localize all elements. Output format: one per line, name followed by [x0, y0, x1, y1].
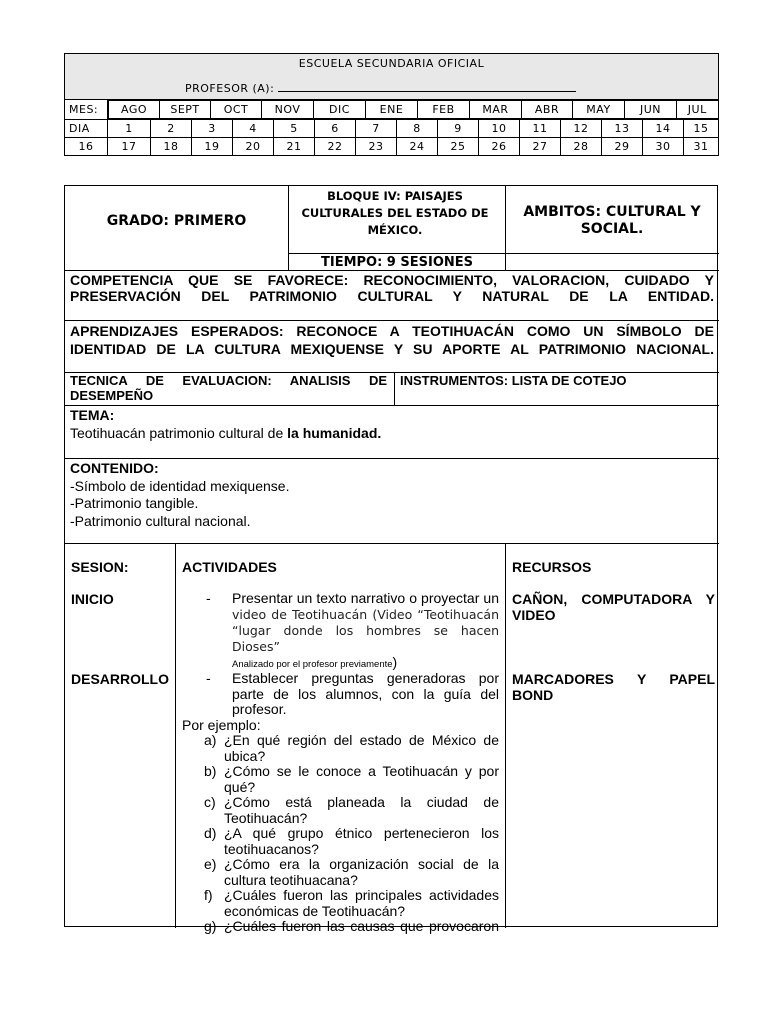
desarrollo-text: Establecer preguntas generadoras por parte de los alumnos, con la guía del profesor. — [232, 670, 499, 717]
day-cell: 27 — [520, 138, 561, 156]
instrumentos-text: INSTRUMENTOS: LISTA DE COTEJO — [400, 373, 627, 388]
month-cell: MAR — [470, 101, 522, 119]
month-cell: AGO — [109, 101, 160, 119]
day-cell: 6 — [315, 120, 356, 138]
month-cells — [108, 100, 719, 119]
desarrollo-activity — [182, 671, 499, 935]
day-cell: 9 — [438, 120, 479, 138]
lesson-plan-sheet — [64, 185, 718, 934]
divider — [175, 543, 176, 928]
divider — [65, 320, 719, 321]
dash: - — [206, 590, 211, 606]
question-item: f) ¿Cuáles fueron las principales actividades económicas de Teotihuacán? — [204, 887, 499, 919]
question-item: b) ¿Cómo se le conoce a Teotihuacán y por qué? — [204, 763, 499, 795]
day-row-2 — [65, 138, 719, 156]
month-cell: JUN — [625, 101, 677, 119]
question-item: e) ¿Cómo era la organización social de la cultura teotihuacana? — [204, 856, 499, 888]
question-item: g) ¿Cuáles fueron las causas que provocaron — [204, 918, 499, 934]
tema-bold: la humanidad. — [287, 425, 382, 441]
divider — [288, 253, 719, 254]
month-label: MES: — [65, 100, 108, 120]
day-cell: 2 — [151, 120, 192, 138]
tema-text: Teotihuacán patrimonio cultural de — [70, 425, 288, 441]
day-cell: 1 — [108, 120, 151, 138]
desarrollo-label: DESARROLLO — [71, 671, 169, 687]
month-cell: SEPT — [160, 101, 211, 119]
day-cell: 8 — [397, 120, 438, 138]
tiempo-cell — [289, 255, 505, 270]
month-cell: ABR — [522, 101, 573, 119]
contenido-item: -Patrimonio cultural nacional. — [70, 512, 251, 529]
school-header-cell — [65, 54, 719, 100]
day-cell: 13 — [602, 120, 643, 138]
contenido-item: -Patrimonio tangible. — [70, 495, 199, 511]
month-cell: OCT — [211, 101, 262, 119]
day-cell: 24 — [397, 138, 438, 156]
divider — [65, 270, 719, 271]
day-cell: 18 — [151, 138, 192, 156]
tema-label: TEMA: — [70, 407, 115, 423]
month-cell: MAY — [573, 101, 625, 119]
inicio-label: INICIO — [71, 591, 114, 607]
day-cell: 25 — [438, 138, 479, 156]
col-recursos-header: RECURSOS — [512, 559, 592, 575]
teacher-blank — [278, 80, 576, 92]
bloque-cell — [295, 188, 495, 240]
tecnica-text: TECNICA DE EVALUACION: ANALISIS DE DESEMPEÑO — [70, 373, 387, 403]
col-sesion-header: SESION: — [71, 559, 129, 575]
day-cell: 21 — [274, 138, 315, 156]
day-cell: 15 — [684, 120, 719, 138]
question-item: c) ¿Cómo está planeada la ciudad de Teotihuacán? — [204, 794, 499, 826]
day-cell: 31 — [684, 138, 719, 156]
dash: - — [206, 670, 211, 686]
day-label: DIA — [65, 120, 108, 138]
tiempo-text: TIEMPO: 9 SESIONES — [320, 255, 473, 270]
col-actividades-header: ACTIVIDADES — [182, 559, 277, 575]
contenido-label: CONTENIDO: — [70, 460, 159, 476]
aprendizajes-text: APRENDIZAJES ESPERADOS: RECONOCE A TEOTIHUACÁN COMO UN SÍMBOLO DE IDENTIDAD DE LA CULTURA MEXIQUENSE Y SU APORTE AL PATRIMONIO NACIONAL. — [70, 323, 714, 357]
day-cell: 5 — [274, 120, 315, 138]
month-cell: ENE — [366, 101, 418, 119]
grado-cell — [65, 186, 288, 256]
day-cell: 29 — [602, 138, 643, 156]
day-cell: 10 — [479, 120, 520, 138]
month-cell: DIC — [314, 101, 366, 119]
tema-block — [70, 406, 714, 442]
day-cell: 3 — [192, 120, 233, 138]
day-cell: 4 — [233, 120, 274, 138]
day-cell: 14 — [643, 120, 684, 138]
inicio-text-video: video de Teotihuacán (Video “Teotihuacán “lugar donde los hombres se hacen Dioses” — [232, 606, 499, 654]
question-item: d) ¿A qué grupo étnico pertenecieron los teotihuacanos? — [204, 825, 499, 857]
calendar-header-table — [64, 53, 719, 156]
inicio-note: Analizado por el profesor previamente — [232, 658, 393, 670]
day-cell: 11 — [520, 120, 561, 138]
divider — [394, 372, 395, 405]
month-cell: NOV — [262, 101, 314, 119]
month-row — [65, 100, 719, 120]
day-cell: 23 — [356, 138, 397, 156]
contenido-block — [70, 460, 714, 530]
por-ejemplo: Por ejemplo: — [182, 716, 261, 733]
day-cell: 19 — [192, 138, 233, 156]
month-cell: JUL — [677, 101, 719, 119]
day-cell: 7 — [356, 120, 397, 138]
day-cell: 26 — [479, 138, 520, 156]
ambitos-cell — [506, 186, 718, 256]
day-cell: 12 — [561, 120, 602, 138]
bloque-text: BLOQUE IV: PAISAJES CULTURALES DEL ESTADO DE MÉXICO. — [301, 189, 489, 237]
inicio-recursos: CAÑON, COMPUTADORA Y VIDEO — [512, 591, 715, 623]
competencia-text: COMPETENCIA QUE SE FAVORECE: RECONOCIMIENTO, VALORACION, CUIDADO Y PRESERVACIÓN DEL PATRIMONIO CULTURAL Y NATURAL DE LA ENTIDAD. — [70, 272, 714, 304]
divider — [505, 543, 506, 928]
day-cell: 20 — [233, 138, 274, 156]
month-cell: FEB — [418, 101, 470, 119]
day-row-1 — [65, 120, 719, 138]
inicio-text: Presentar un texto narrativo o proyectar un — [232, 590, 499, 606]
day-cell: 28 — [561, 138, 602, 156]
divider — [65, 458, 719, 459]
ambitos-text: AMBITOS: CULTURAL Y SOCIAL. — [523, 204, 701, 237]
divider — [65, 543, 719, 544]
teacher-label: PROFESOR (A): — [185, 82, 275, 95]
grado-text: GRADO: PRIMERO — [106, 213, 247, 229]
school-name: ESCUELA SECUNDARIA OFICIAL — [298, 57, 485, 70]
desarrollo-recursos: MARCADORES Y PAPEL BOND — [512, 671, 715, 703]
day-cell: 22 — [315, 138, 356, 156]
contenido-item: -Símbolo de identidad mexiquense. — [70, 477, 290, 494]
tema-line — [70, 424, 714, 442]
day-cell: 17 — [108, 138, 151, 156]
inicio-close: ) — [392, 653, 398, 670]
inicio-activity — [182, 591, 499, 672]
question-item: a) ¿En qué región del estado de México de ubica? — [204, 732, 499, 764]
day-cell: 30 — [643, 138, 684, 156]
day-cell: 16 — [65, 138, 108, 156]
teacher-line — [185, 80, 576, 95]
